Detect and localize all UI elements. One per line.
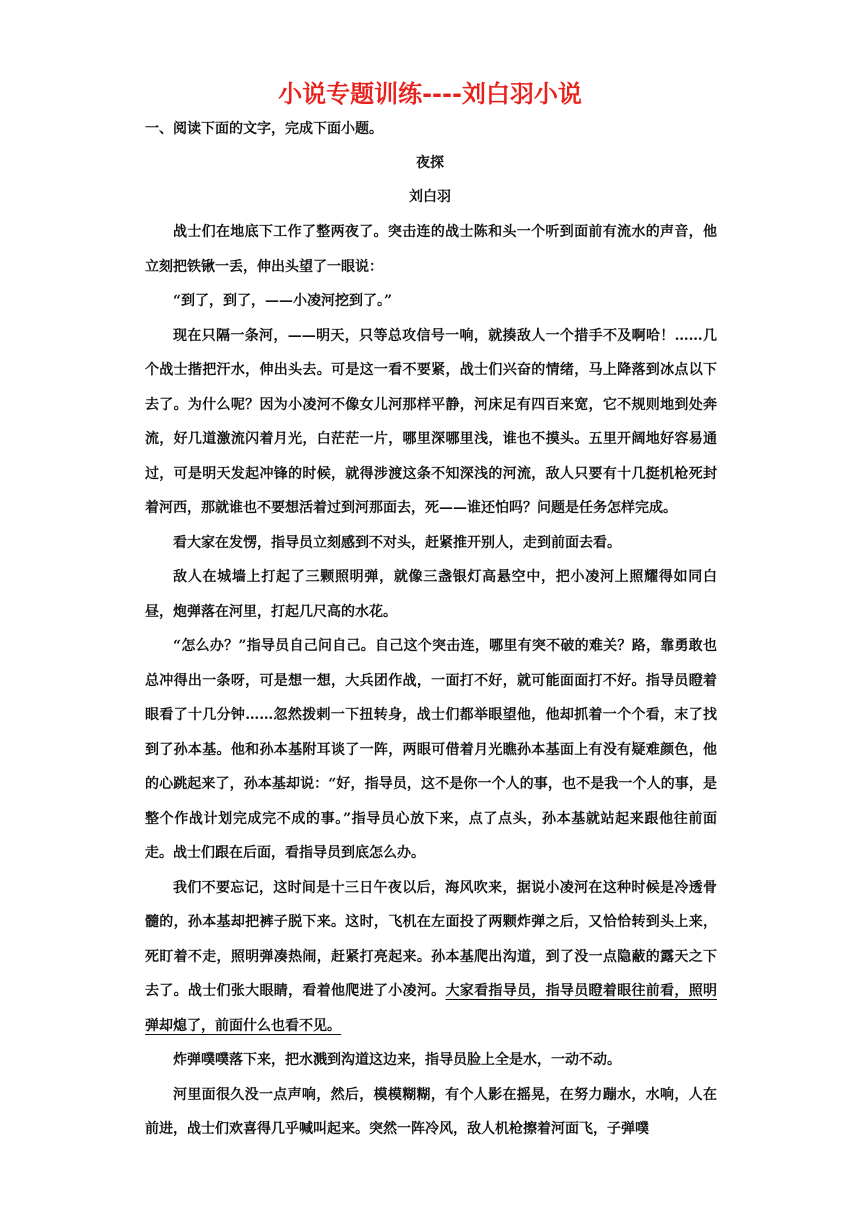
document-title: 小说专题训练----刘白羽小说 (278, 80, 582, 108)
paragraph: 看大家在发愣，指导员立刻感到不对头，赶紧推开别人，走到前面去看。 (173, 534, 621, 551)
paragraph: “怎么办？”指导员自己问自己。自己这个突击连，哪里有突不破的难关？路，靠勇敢也总冲得出一条呀，可是想一想，大兵团作战，一面打不好，就可能面面打不好。指导员瞪着眼看了十几分钟……忽然拨剌一下扭转身，战士们都举眼望他，他却抓着一个个看，末了找到了孙本基。他和孙本基附耳谈了一阵，两眼可借着月光瞧孙本基面上有没有疑难颜色，他的心跳起来了，孙本基却说：“好，指导员，这不是你一个人的事，也不是我一个人的事，是整个作战计划完成完不成的事。”指导员心放下来，点了点头，孙本基就站起来跟他往前面走。战士们跟在后面，看指导员到底怎么办。 (145, 638, 717, 861)
paragraph: 敌人在城墙上打起了三颗照明弹，就像三盏银灯高悬空中，把小凌河上照耀得如同白昼，炮弹落在河里，打起几尺高的水花。 (145, 569, 717, 620)
paragraph (145, 871, 717, 1044)
paragraph: 炸弹噗噗落下来，把水溅到沟道这边来，指导员脸上全是水，一动不动。 (173, 1052, 621, 1068)
story-title: 夜探 (416, 155, 444, 171)
paragraph: 现在只隔一条河，——明天，只等总攻信号一响，就揍敌人一个措手不及啊哈！……几个战士揩把汗水，伸出头去。可是这一看不要紧，战士们兴奋的情绪，马上降落到冰点以下去了。为什么呢？因为小凌河不像女儿河那样平静，河床足有四百来宽，它不规则地到处奔流，好几道激流闪着月光，白茫茫一片，哪里深哪里浅，谁也不摸头。五里开阔地好容易通过，可是明天发起冲锋的时候，就得涉渡这条不知深浅的河流，敌人只要有十几挺机枪死封着河西，那就谁也不要想活着过到河那面去，死——谁还怕吗？问题是任务怎样完成。 (145, 327, 717, 516)
story-body (145, 215, 717, 1147)
paragraph: 河里面很久没一点声响，然后，模模糊糊，有个人影在摇晃，在努力蹦水，水响，人在前进，战士们欢喜得几乎喊叫起来。突然一阵冷风，敌人机枪擦着河面飞，子弹噗 (145, 1086, 717, 1137)
paragraph-text: 我们不要忘记，这时间是十三日午夜以后，海风吹来，据说小凌河在这种时候是冷透骨髓的，孙本基却把裤子脱下来。这时，飞机在左面投了两颗炸弹之后，又恰恰转到头上来，死盯着不走，照明弹凑热闹，赶紧打亮起来。孙本基爬出沟道，到了没一点隐蔽的露天之下去了。战士们张大眼睛，看着他爬进了小凌河。 (145, 879, 717, 999)
story-author: 刘白羽 (409, 189, 451, 205)
paragraph: 战士们在地底下工作了整两夜了。突击连的战士陈和头一个听到面前有流水的声音，他立刻把铁锹一丢，伸出头望了一眼说： (145, 224, 717, 275)
question-instruction: 一、阅读下面的文字，完成下面小题。 (145, 121, 383, 137)
paragraph: “到了，到了，——小凌河挖到了。” (173, 293, 393, 309)
underlined-sentence: 大家看指导员，指导员瞪着眼往前看，照明弹却熄了，前面什么也看不见。 (145, 983, 718, 1034)
